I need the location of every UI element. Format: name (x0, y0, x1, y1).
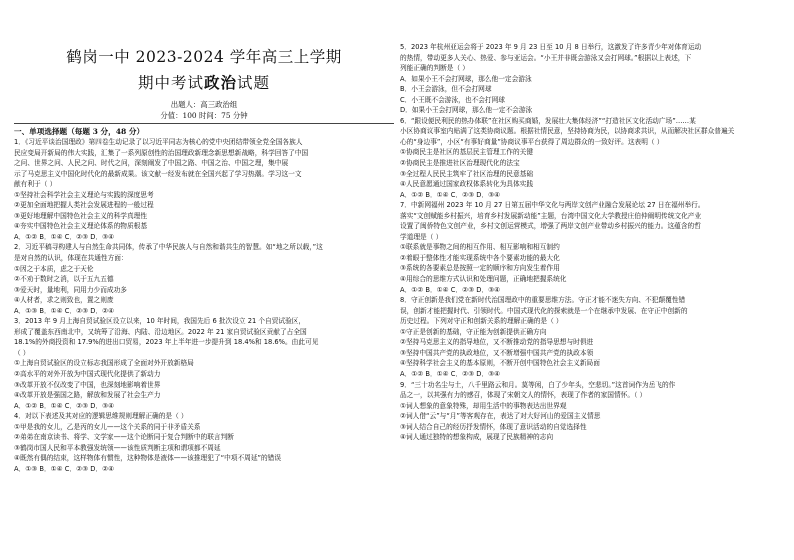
text-line: A．①③ B．①④ C．②③ D．②④ (14, 464, 115, 473)
text-line: 7．中新网福州 2023 年 10 月 27 日第五届中华文化与两岸文创产业融合发展论坛 27 日在福州举行。 (400, 201, 705, 210)
text-line: 2．习近平稿寻构建人与自然生命共同体，传承了中华民族人与自然和谐共生的智慧。如“地之所以载，”这 (14, 243, 323, 252)
right-column (400, 0, 784, 443)
text-line: ③更好地理解中国特色社会主义的科学真理性 (14, 211, 148, 220)
text-line: 3．2013 年 9 月上海自贸试验区设立以来，10 年时间，我国先后 6 批次设立 21 个自贸试验区， (14, 317, 306, 326)
exam-title-line1: 鹤岗一中 2023-2024 学年高三上学期 (66, 48, 342, 66)
text-line: ①协商民主是社区的基层民主管理工作的关键 (400, 148, 534, 157)
text-line: 6．“跟设便民利民的热办体联”在社区购买商婚，发展壮大集体经济”“打造社区文化活动广场”……某 (400, 116, 696, 125)
text-line: ④词人通过独特的想象构成，展现了民族精神的志向 (400, 433, 554, 442)
left-question-text (14, 137, 394, 475)
text-line: ④用综合的思维方式认识和处理问题，正确地把握系统化 (400, 275, 567, 284)
text-line: ②高水平的对外开放为中国式现代化提供了新动力 (14, 370, 161, 379)
text-line: ④人材者，求之则致也，置之则废 (14, 296, 114, 305)
text-line: A．①② B．①④ C．②③ D．③④ (14, 401, 115, 410)
text-line: 落实“文创赋能乡村振兴，培育乡村发展新动能”主题，台湾中国文化大学教授庄伯仲阐明传统文化产业 (400, 211, 702, 220)
text-line: ①坚持社会科学社会主义理论与实践的深度思考 (14, 190, 154, 199)
text-line: A．①③ B．①④ C．②③ D．②④ (14, 306, 115, 315)
text-line: ④改革开放是强国之路，解放和发展了社会生产力 (14, 391, 161, 400)
text-line: ④坚持科学社会主义的基本原则，不断开创中国特色社会主义新局面 (400, 359, 600, 368)
text-line: A．①② B．①④ C．②③ D．③④ (400, 190, 501, 199)
text-line: 5．2023 年杭州亚运会将于 2023 年 9 月 23 日至 10 月 8 日举行，这激发了许多青少年对体育运动 (400, 43, 702, 51)
text-line: A．如果小王不会打网球，那么他一定会游泳 (400, 74, 532, 83)
text-line: 1．《习近平谈治国理政》第四卷生动记录了以习近平同志为核心的党中央团结带领全党全国各族人 (14, 138, 303, 146)
text-line: 学道理是（ ） (400, 232, 443, 241)
text-line: C．小王既不会游泳，也不会打网球 (400, 95, 505, 104)
text-line: （ ） (14, 348, 30, 357)
text-line: 是对自然的认识，体现在共通性方面： (14, 254, 128, 263)
text-line: 小区协商议事室内贴满了这类协商议题。根据社情民意，坚持协商为民，以协商求共识，从而解决社区群众普遍关 (400, 127, 735, 136)
text-line: 9．“三十功名尘与土，八千里路云和月。莫等闲，白了少年头，空悲切。”这首词作为岳飞的作 (400, 380, 676, 389)
text-line: ②更加全面地把握人类社会发展进程的一般过程 (14, 201, 154, 210)
text-line: 8．守正创新是我们党在新时代治国理政中的重要思维方法。守正才能不迷失方向、不犯颠覆性错 (400, 296, 686, 305)
text-line: ②协商民主是推进社区治理现代化的法宝 (400, 159, 520, 168)
text-line: 示了马克思主义中国化时代化的最新成果。该文献一经发布就在全国兴起了学习热潮。学习这一文 (14, 169, 302, 178)
text-line: 之问、世界之问、人民之问、时代之问，深刻阐发了中国之路、中国之治、中国之理，集中展 (14, 159, 289, 168)
text-line: ④既然有偶的结束，这样物体有惯性，这种物体是液体——该推理犯了“中项不周延”的错误 (14, 454, 282, 463)
text-line: 心的“身边事”，小区“有事好商量”协商议事平台获得了周边群众的一致好评。这表明（ ） (400, 137, 664, 146)
text-line: ②不劝于数时之消，以于五九五德 (14, 275, 114, 284)
text-line: A．①② B．①④ C．②③ D．③④ (14, 232, 115, 241)
text-line: 民应变局开新局的伟大实践，汇集了一系列原创性的治国理政新理念新思想新战略，科学回答了中国 (14, 148, 309, 157)
text-line: ①因之于本质，虑之于天伦 (14, 264, 94, 273)
exam-title-line2 (14, 73, 394, 93)
text-line: ③爱天时，量地利，同用力少而成功多 (14, 285, 127, 294)
section-title: 一、单项选择题（每题 3 分，48 分） (14, 127, 145, 136)
text-line: ③词人结合自己的经历抒发情怀，体现了意识活动的自觉选择性 (400, 422, 587, 431)
text-line: ①联系就是事物之间的相互作用、相互影响和相互制约 (400, 243, 560, 252)
text-line: ②着眼于整体性才能实现系统中各个要素功能的最大化 (400, 253, 560, 262)
text-line: ①上海自贸试验区的设立标志我国形成了全面对外开放新格局 (14, 359, 194, 368)
text-line: A．①② B．①④ C．②③ D．③④ (400, 369, 501, 378)
text-line: ④夯实中国特色社会主义理论体系的物质根基 (14, 222, 148, 231)
section-divider (14, 123, 394, 124)
exam-title-pre: 期中考试 (137, 74, 204, 92)
right-question-text (400, 42, 784, 443)
exam-author: 出题人：高三政治组 (170, 100, 238, 109)
text-line: ③鹤岗市国人民和平本教强发统领——该性质判断主项和谓项都不周延 (14, 443, 221, 452)
text-line: ④人民意愿通过国家政权体系转化为具体实践 (400, 180, 534, 189)
text-line: ①甲是我的女儿，乙是丙的女儿——这个关系的同于非矛盾关系 (14, 422, 201, 431)
text-line: 品之一，以其强有力的感召，体现了宋朝文人的情怀，表现了作者的家国情怀。（ ） (400, 391, 647, 400)
left-column (14, 0, 394, 475)
text-line: ②弟弟在南京读书、将学、文学家——这个论断同于复合判断中的联言判断 (14, 433, 234, 442)
text-line: 列能正确的判断是（ ） (400, 64, 469, 73)
text-line: ③改革开放不仅改变了中国，也深刻地影响着世界 (14, 380, 161, 389)
text-line: 形成了覆盖东西南北中，又统筹了沿海、内陆、沿边地区。2022 年 21 家自贸试验区贡献了占全国 (14, 327, 307, 336)
text-line: A．①② B．①④ C．②③ D．③④ (400, 285, 501, 294)
text-line: B．小王会游泳，但不会打网球 (400, 85, 492, 94)
text-line: ③系统的各要素总是按照一定的顺序和方向发生着作用 (400, 264, 560, 273)
text-line: ①守正是创新的基础，守正能为创新提供正确方向 (400, 327, 547, 336)
text-line: 历史过程。下列对守正和创新关系的理解正确的是（ ） (400, 317, 563, 326)
exam-title-subject: 政治 (203, 73, 237, 92)
text-line: 设置了闽侨特色文创产业，乡村文创运营模式，增强了两岸文创产业带动乡村振兴的能力。这蕴含的哲 (400, 222, 701, 231)
text-line: D．如果小王会打网球，那么他一定不会游泳 (400, 106, 533, 115)
text-line: ③坚持中国共产党的执政地位，又不断增强中国共产党的执政本领 (400, 348, 594, 357)
text-line: 的热情，带动更多人关心、热爱、参与亚运会。“小王并非既会游泳又会打网球。”根据以上表述，下 (400, 53, 692, 62)
exam-score-time: 分值：100 时间：75 分钟 (160, 111, 248, 120)
text-line: 4．对以下表述及其对应的逻辑思维规则理解正确的是（ ） (14, 412, 188, 421)
text-line: ②坚持马克思主义的指导地位，又不断推动党的指导思想与时俱进 (400, 338, 594, 347)
text-line: 误，创新才能把握时代、引领时代。中国式现代化的探索就是一个在继承中发展、在守正中创新的 (400, 306, 688, 315)
text-line: 18.1%的外商投资和 17.9%的进出口贸易，2023 年上半年进一步提升到 18.4%和 18.6%。由此可见 (14, 338, 319, 347)
exam-title-post: 试题 (237, 74, 271, 92)
text-line: ①词人想象的意象特殊，却用生活中的事物表达出世界观 (400, 401, 567, 410)
text-line: ②词人借“云”与“月”等客观存在，表达了对大好河山的爱国主义情思 (400, 412, 601, 421)
text-line: 献有利于（ ） (14, 180, 57, 189)
text-line: ③全过程人民民主筑牢了社区治理的民意基础 (400, 169, 534, 178)
